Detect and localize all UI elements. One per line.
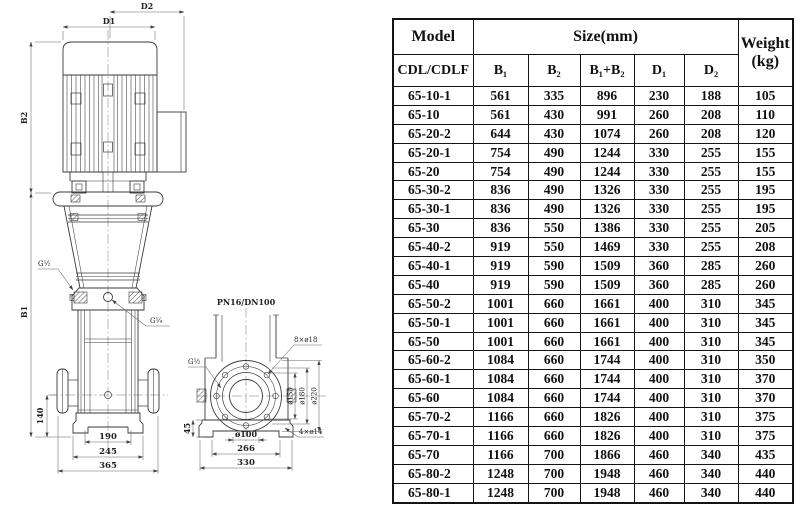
bolt-holes-label: 8×ø18: [294, 336, 318, 344]
value-cell: 460: [634, 483, 684, 502]
model-cell: 65-20: [393, 162, 473, 181]
value-cell: 754: [473, 162, 528, 181]
value-cell: 1166: [473, 408, 528, 427]
model-cell: 65-10-1: [393, 87, 473, 106]
value-cell: 330: [634, 143, 684, 162]
side-port-plug: [197, 389, 206, 402]
table-row: [393, 124, 793, 143]
value-cell: 285: [684, 275, 738, 294]
dim-330-label: 330: [237, 458, 255, 468]
header-model: Model: [393, 19, 473, 55]
model-cell: 65-30: [393, 219, 473, 238]
value-cell: 345: [738, 294, 793, 313]
value-cell: 1074: [580, 124, 634, 143]
value-cell: 400: [634, 313, 684, 332]
value-cell: 440: [738, 483, 793, 502]
value-cell: 310: [684, 332, 738, 351]
value-cell: 1001: [473, 313, 528, 332]
motor-foot-left: [72, 181, 86, 193]
value-cell: 1326: [580, 181, 634, 200]
end-view-labels: [182, 297, 323, 468]
value-cell: 1084: [473, 389, 528, 408]
value-cell: 1469: [580, 238, 634, 257]
pump-drawing-panel: [0, 0, 392, 500]
value-cell: 1084: [473, 370, 528, 389]
table-row: [393, 464, 793, 483]
table-row: [393, 219, 793, 238]
value-cell: 1001: [473, 332, 528, 351]
value-cell: 310: [684, 408, 738, 427]
value-cell: 110: [738, 105, 793, 124]
value-cell: 1326: [580, 200, 634, 219]
dim-label-d2: D2: [140, 1, 154, 11]
table-row: [393, 332, 793, 351]
value-cell: 561: [473, 105, 528, 124]
table-row: [393, 87, 793, 106]
dia-220-label: ø220: [310, 387, 319, 405]
value-cell: 208: [684, 124, 738, 143]
value-cell: 370: [738, 389, 793, 408]
dim-label-190: 190: [99, 432, 117, 442]
value-cell: 400: [634, 332, 684, 351]
motor-cap: [63, 42, 157, 75]
value-cell: 896: [580, 87, 634, 106]
motor-foot-right: [130, 181, 144, 193]
dim-45-label: 45: [182, 422, 192, 435]
pump-side-view: [48, 30, 186, 448]
model-cell: 65-40-1: [393, 257, 473, 276]
value-cell: 590: [528, 257, 580, 276]
value-cell: 188: [684, 87, 738, 106]
value-cell: 1386: [580, 219, 634, 238]
header-weight: [738, 19, 793, 87]
value-cell: 590: [528, 275, 580, 294]
model-cell: 65-60-2: [393, 351, 473, 370]
value-cell: 360: [634, 257, 684, 276]
table-row: [393, 313, 793, 332]
value-cell: 660: [528, 427, 580, 446]
table-row: [393, 351, 793, 370]
value-cell: 1166: [473, 427, 528, 446]
value-cell: 1744: [580, 389, 634, 408]
model-cell: 65-50: [393, 332, 473, 351]
model-cell: 65-70-1: [393, 427, 473, 446]
value-cell: 330: [634, 238, 684, 257]
dim-label-365: 365: [99, 461, 117, 471]
value-cell: 660: [528, 351, 580, 370]
value-cell: 330: [634, 200, 684, 219]
table-row: [393, 427, 793, 446]
value-cell: 260: [634, 105, 684, 124]
value-cell: 208: [738, 238, 793, 257]
table-row: [393, 389, 793, 408]
header-model-series: CDL/CDLF: [393, 55, 473, 87]
base-holes-label: 4×ø14: [299, 428, 323, 436]
value-cell: 991: [580, 105, 634, 124]
model-cell: 65-50-1: [393, 313, 473, 332]
value-cell: 919: [473, 257, 528, 276]
value-cell: 195: [738, 200, 793, 219]
model-cell: 65-70: [393, 445, 473, 464]
value-cell: 460: [634, 464, 684, 483]
value-cell: 700: [528, 464, 580, 483]
value-cell: 310: [684, 294, 738, 313]
gauge-port-label: G¼: [150, 317, 163, 325]
value-cell: 561: [473, 87, 528, 106]
dim-label-245: 245: [99, 447, 117, 457]
value-cell: 310: [684, 427, 738, 446]
table-row: [393, 143, 793, 162]
value-cell: 120: [738, 124, 793, 143]
value-cell: 1248: [473, 464, 528, 483]
value-cell: 754: [473, 143, 528, 162]
value-cell: 1244: [580, 143, 634, 162]
model-cell: 65-80-2: [393, 464, 473, 483]
weight-label-line2: (kg): [751, 53, 780, 70]
value-cell: 1084: [473, 351, 528, 370]
model-cell: 65-80-1: [393, 483, 473, 502]
value-cell: 1509: [580, 275, 634, 294]
value-cell: 1661: [580, 313, 634, 332]
value-cell: 105: [738, 87, 793, 106]
value-cell: 400: [634, 370, 684, 389]
dim-label-b2: B2: [19, 111, 29, 125]
model-cell: 65-10: [393, 105, 473, 124]
model-cell: 65-60: [393, 389, 473, 408]
value-cell: 255: [684, 219, 738, 238]
value-cell: 360: [634, 275, 684, 294]
value-cell: 330: [634, 162, 684, 181]
value-cell: 700: [528, 483, 580, 502]
value-cell: 660: [528, 332, 580, 351]
table-row: [393, 181, 793, 200]
table-row: [393, 200, 793, 219]
value-cell: 836: [473, 219, 528, 238]
value-cell: 430: [528, 105, 580, 124]
value-cell: 1866: [580, 445, 634, 464]
value-cell: 195: [738, 181, 793, 200]
value-cell: 1248: [473, 483, 528, 502]
value-cell: 1509: [580, 257, 634, 276]
value-cell: 490: [528, 200, 580, 219]
side-port-label: G½: [188, 358, 201, 366]
value-cell: 340: [684, 483, 738, 502]
value-cell: 1001: [473, 294, 528, 313]
model-cell: 65-30-2: [393, 181, 473, 200]
vent-plug: [129, 292, 142, 303]
value-cell: 255: [684, 181, 738, 200]
value-cell: 440: [738, 464, 793, 483]
motor-fins: [67, 75, 153, 172]
value-cell: 1744: [580, 370, 634, 389]
value-cell: 430: [528, 124, 580, 143]
value-cell: 660: [528, 370, 580, 389]
value-cell: 1661: [580, 294, 634, 313]
header-col-d2: D₂: [684, 55, 738, 87]
value-cell: 660: [528, 408, 580, 427]
value-cell: 1244: [580, 162, 634, 181]
value-cell: 490: [528, 181, 580, 200]
value-cell: 230: [634, 87, 684, 106]
value-cell: 255: [684, 162, 738, 181]
value-cell: 919: [473, 275, 528, 294]
motor-terminal-box: [157, 112, 186, 172]
value-cell: 260: [738, 257, 793, 276]
end-view-dimensions: [188, 345, 324, 471]
value-cell: 400: [634, 427, 684, 446]
side-view-dimensions: [31, 12, 184, 474]
value-cell: 490: [528, 143, 580, 162]
drain-plug: [74, 292, 87, 303]
value-cell: 1826: [580, 427, 634, 446]
value-cell: 340: [684, 445, 738, 464]
table-row: [393, 445, 793, 464]
weight-label-line1: Weight: [740, 34, 790, 52]
value-cell: 400: [634, 294, 684, 313]
value-cell: 255: [684, 143, 738, 162]
model-cell: 65-60-1: [393, 370, 473, 389]
model-cell: 65-20-2: [393, 124, 473, 143]
value-cell: 255: [684, 200, 738, 219]
value-cell: 310: [684, 370, 738, 389]
value-cell: 660: [528, 294, 580, 313]
value-cell: 310: [684, 351, 738, 370]
model-cell: 65-40: [393, 275, 473, 294]
model-cell: 65-40-2: [393, 238, 473, 257]
table-row: [393, 408, 793, 427]
value-cell: 550: [528, 219, 580, 238]
flange-spec-label: PN16/DN100: [216, 297, 276, 307]
value-cell: 435: [738, 445, 793, 464]
value-cell: 345: [738, 332, 793, 351]
value-cell: 285: [684, 257, 738, 276]
value-cell: 310: [684, 389, 738, 408]
dia-100-label: ø100: [234, 429, 258, 439]
value-cell: 255: [684, 238, 738, 257]
model-cell: 65-20-1: [393, 143, 473, 162]
value-cell: 400: [634, 351, 684, 370]
table-row: [393, 275, 793, 294]
value-cell: 330: [634, 181, 684, 200]
value-cell: 919: [473, 238, 528, 257]
value-cell: 335: [528, 87, 580, 106]
spec-table-panel: [392, 18, 792, 500]
value-cell: 400: [634, 408, 684, 427]
value-cell: 370: [738, 370, 793, 389]
value-cell: 836: [473, 181, 528, 200]
value-cell: 644: [473, 124, 528, 143]
value-cell: 400: [634, 389, 684, 408]
value-cell: 208: [684, 105, 738, 124]
value-cell: 660: [528, 389, 580, 408]
value-cell: 1948: [580, 483, 634, 502]
value-cell: 345: [738, 313, 793, 332]
dim-label-d1: D1: [102, 16, 116, 26]
value-cell: 1166: [473, 445, 528, 464]
header-col-b2: B₂: [528, 55, 580, 87]
value-cell: 1826: [580, 408, 634, 427]
model-cell: 65-50-2: [393, 294, 473, 313]
value-cell: 155: [738, 143, 793, 162]
value-cell: 375: [738, 408, 793, 427]
model-cell: 65-70-2: [393, 408, 473, 427]
value-cell: 1744: [580, 351, 634, 370]
header-size: Size(mm): [473, 19, 738, 55]
model-cell: 65-30-1: [393, 200, 473, 219]
table-row: [393, 370, 793, 389]
motor-body: [63, 75, 157, 172]
value-cell: 330: [634, 219, 684, 238]
header-col-d1: D₁: [634, 55, 684, 87]
value-cell: 700: [528, 445, 580, 464]
value-cell: 205: [738, 219, 793, 238]
table-row: [393, 294, 793, 313]
dim-label-140: 140: [35, 407, 45, 425]
header-col-b1: B₁: [473, 55, 528, 87]
value-cell: 660: [528, 313, 580, 332]
table-row: [393, 238, 793, 257]
value-cell: 155: [738, 162, 793, 181]
value-cell: 1661: [580, 332, 634, 351]
value-cell: 460: [634, 445, 684, 464]
dim-label-b1: B1: [19, 305, 29, 319]
value-cell: 350: [738, 351, 793, 370]
pump-end-view: [197, 308, 326, 448]
pump-technical-drawing: [0, 0, 392, 500]
side-view-labels: [19, 1, 163, 471]
dim-266-label: 266: [237, 444, 255, 454]
value-cell: 260: [634, 124, 684, 143]
size-table-body: [393, 87, 793, 503]
dia-180-label: ø180: [298, 387, 307, 405]
table-row: [393, 105, 793, 124]
dia-150-label: ø150: [286, 387, 295, 405]
value-cell: 260: [738, 275, 793, 294]
header-col-b1b2: B₁+B₂: [580, 55, 634, 87]
value-cell: 340: [684, 464, 738, 483]
value-cell: 310: [684, 313, 738, 332]
drain-port-label: G½: [38, 260, 51, 268]
value-cell: 490: [528, 162, 580, 181]
size-table: [392, 18, 794, 504]
table-row: [393, 162, 793, 181]
value-cell: 550: [528, 238, 580, 257]
value-cell: 375: [738, 427, 793, 446]
value-cell: 836: [473, 200, 528, 219]
value-cell: 1948: [580, 464, 634, 483]
table-row: [393, 257, 793, 276]
